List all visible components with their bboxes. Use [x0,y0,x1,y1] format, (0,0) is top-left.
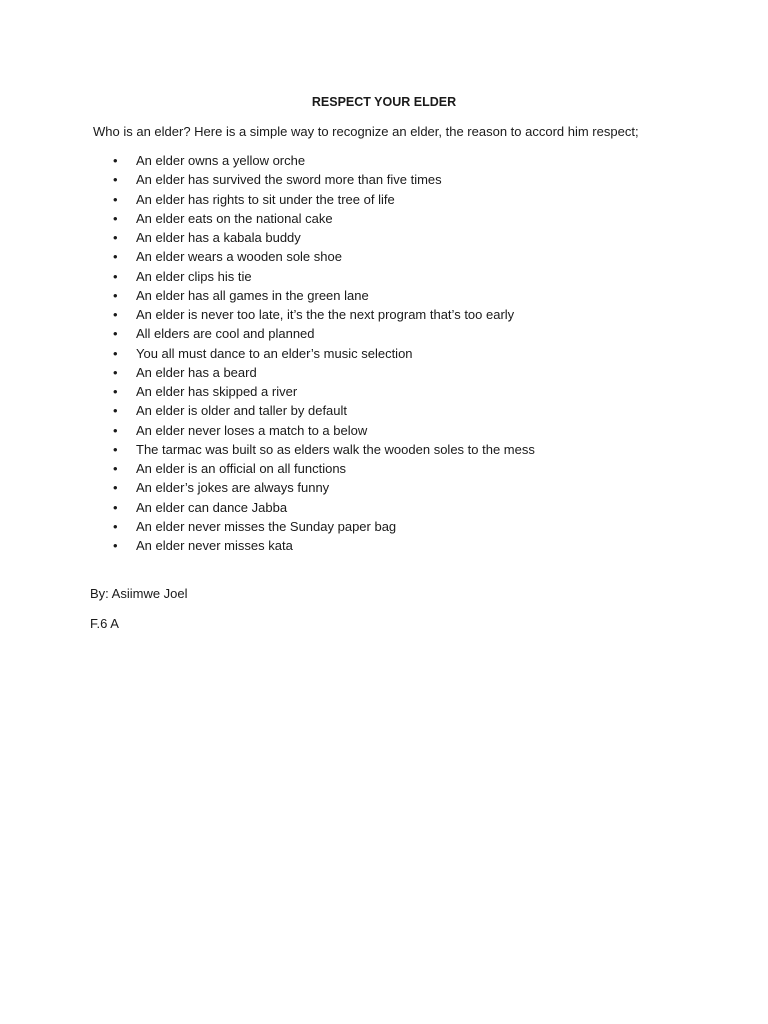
bullet-icon: • [113,441,118,457]
list-item-text: An elder has skipped a river [136,384,298,399]
bullet-icon: • [113,326,118,342]
bullet-icon: • [113,191,118,207]
list-item-text: All elders are cool and planned [136,326,315,342]
list-item-text: An elder never misses kata [136,538,293,553]
bullet-icon: • [113,268,118,284]
bullet-icon: • [113,153,118,168]
list-item-text: An elder never loses a match to a below [136,422,368,438]
list-item-text: You all must dance to an elder’s music selection [136,345,413,361]
list-item-text: An elder is an official on all functions [136,461,347,476]
bullet-icon: • [113,230,118,245]
bullet-icon: • [113,518,118,534]
list-item-text: An elder owns a yellow orche [136,153,306,168]
bullet-icon: • [113,210,118,226]
bullet-icon: • [113,287,118,303]
bullet-icon: • [113,345,118,361]
bullet-icon: • [113,249,118,265]
class-label: F.6 A [90,616,119,631]
bullet-icon: • [113,480,118,496]
list-item-text: An elder eats on the national cake [136,210,333,226]
intro-paragraph: Who is an elder? Here is a simple way to recognize an elder, the reason to accord him respect; [93,124,639,139]
author-line: By: Asiimwe Joel [90,586,188,601]
list-item-text: An elder clips his tie [136,268,252,284]
list-item-text: An elder’s jokes are always funny [136,480,330,496]
list-item-text: An elder can dance Jabba [136,499,288,515]
list-item-text: An elder has all games in the green lane [136,287,369,303]
bullet-icon: • [113,538,118,553]
list-item-text: An elder has survived the sword more than five times [136,172,442,188]
bullet-icon: • [113,422,118,438]
bullet-icon: • [113,461,118,476]
bullet-icon: • [113,364,118,380]
bullet-icon: • [113,403,118,419]
document-title: RESPECT YOUR ELDER [311,95,457,109]
list-item-text: An elder is older and taller by default [136,403,348,419]
list-item-text: An elder is never too late, it’s the the next program that’s too early [136,307,515,322]
list-item-text: An elder never misses the Sunday paper bag [136,518,397,534]
bullet-icon: • [113,384,118,399]
bullet-icon: • [113,172,118,188]
list-item-text: An elder wears a wooden sole shoe [136,249,342,265]
bullet-icon: • [113,307,118,322]
list-item-text: The tarmac was built so as elders walk the wooden soles to the mess [136,441,535,457]
list-item-text: An elder has rights to sit under the tree of life [136,191,395,207]
list-item-text: An elder has a beard [136,364,257,380]
bullet-icon: • [113,499,118,515]
list-item-text: An elder has a kabala buddy [136,230,301,245]
